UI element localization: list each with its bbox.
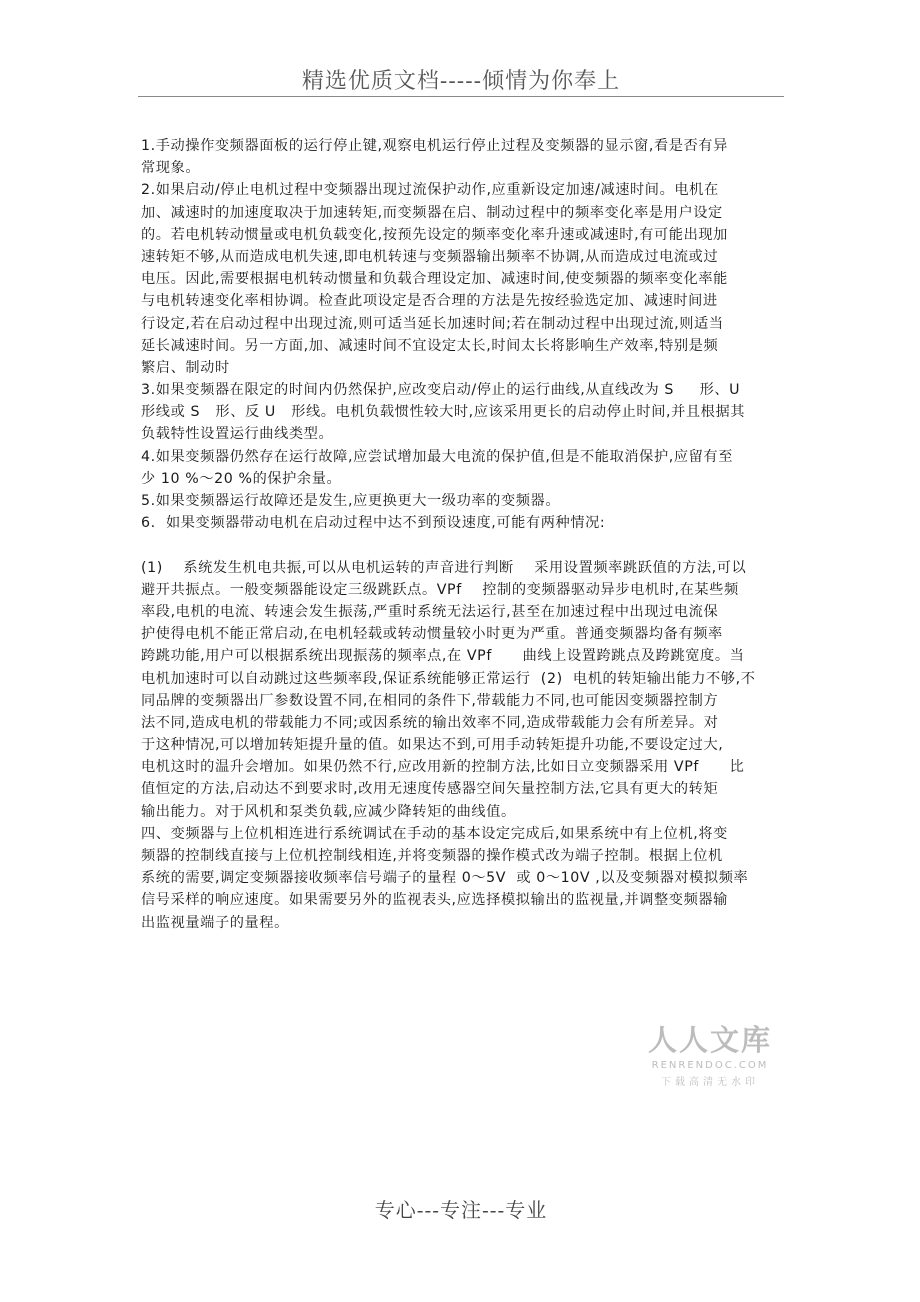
- text-line: 电压。因此,需要根据电机转动惯量和负载合理设定加、减速时间,使变频器的频率变化率能: [141, 271, 728, 288]
- text-line: 4.如果变频器仍然存在运行故障,应尝试增加最大电流的保护值,但是不能取消保护,应留有至: [141, 448, 733, 465]
- text-line: 行设定,若在启动过程中出现过流,则可适当延长加速时间;若在制动过程中出现过流,则适当: [141, 315, 724, 332]
- text-line: [141, 534, 786, 556]
- text-line: 5.如果变频器运行故障还是发生,应更换更大一级功率的变频器。: [141, 493, 561, 509]
- watermark-logo: [640, 1018, 780, 1088]
- text-line: 电机这时的温升会增加。如果仍然不行,应改用新的控制方法,比如日立变频器采用 VPf 比: [141, 759, 745, 776]
- watermark-url: RENRENDOC.COM: [651, 1060, 769, 1071]
- text-line: 3.如果变频器在限定的时间内仍然保护,应改变启动/停止的运行曲线,从直线改为 S 形、U: [141, 382, 741, 399]
- text-line: 速转矩不够,从而造成电机失速,即电机转速与变频器输出频率不协调,从而造成过电流或过: [141, 248, 719, 265]
- header-divider: [138, 96, 784, 97]
- text-line: 法不同,造成电机的带载能力不同;或因系统的输出效率不同,造成带载能力会有所差异。对: [141, 714, 719, 731]
- text-line: 常现象。: [141, 160, 201, 177]
- text-line: 同品牌的变频器出厂参数设置不同,在相同的条件下,带载能力不同,也可能因变频器控制方: [141, 692, 719, 709]
- text-line: 2.如果启动/停止电机过程中变频器出现过流保护动作,应重新设定加速/减速时间。电机在: [141, 182, 719, 199]
- watermark-title: 人人文库: [647, 1023, 772, 1057]
- text-line: 护使得电机不能正常启动,在电机轻载或转动惯量较小时更为严重。普通变频器均备有频率: [141, 626, 723, 643]
- text-line: 形线或 S 形、反 U 形线。电机负载惯性较大时,应该采用更长的启动停止时间,并且根据其: [141, 404, 746, 421]
- text-line: 避开共振点。一般变频器能设定三级跳跃点。VPf 控制的变频器驱动异步电机时,在某些频: [141, 581, 739, 598]
- page-header: 精选优质文档-----倾情为你奉上: [301, 69, 621, 94]
- text-line: 加、减速时的加速度取决于加速转矩,而变频器在启、制动过程中的频率变化率是用户设定: [141, 204, 723, 221]
- watermark-subtitle: 下载高清无水印: [661, 1077, 759, 1088]
- text-line: 延长减速时间。另一方面,加、减速时间不宜设定太长,时间太长将影响生产效率,特别是频: [141, 337, 719, 354]
- text-line: 信号采样的响应速度。如果需要另外的监视表头,应选择模拟输出的监视量,并调整变频器输: [141, 892, 728, 909]
- text-line: 与电机转速变化率相协调。检查此项设定是否合理的方法是先按经验选定加、减速时间进: [141, 293, 718, 310]
- text-line: 输出能力。对于风机和泵类负载,应减少降转矩的曲线值。: [141, 803, 516, 820]
- text-line: 率段,电机的电流、转速会发生振荡,严重时系统无法运行,甚至在加速过程中出现过电流保: [141, 603, 719, 620]
- text-line: 电机加速时可以自动跳过这些频率段,保证系统能够正常运行 (2) 电机的转矩输出能力不够,不: [141, 670, 756, 687]
- text-line: 6. 如果变频器带动电机在启动过程中达不到预设速度,可能有两种情况:: [141, 515, 606, 532]
- text-line: 系统的需要,调定变频器接收频率信号端子的量程 0～5V 或 0～10V ,以及变频器对模拟频率: [141, 870, 749, 887]
- text-line: 四、变频器与上位机相连进行系统调试在手动的基本设定完成后,如果系统中有上位机,将变: [141, 825, 728, 842]
- text-line: 的。若电机转动惯量或电机负载变化,按预先设定的频率变化率升速或减速时,有可能出现加: [141, 226, 728, 243]
- text-line: 出监视量端子的量程。: [141, 914, 289, 931]
- text-line: 繁启、制动时: [141, 359, 230, 376]
- text-line: 负载特性设置运行曲线类型。: [141, 426, 334, 443]
- document-body: [141, 135, 786, 934]
- text-line: 跨跳功能,用户可以根据系统出现振荡的频率点,在 VPf 曲线上设置跨跳点及跨跳宽度。当: [141, 648, 745, 665]
- text-line: 频器的控制线直接与上位机控制线相连,并将变频器的操作模式改为端子控制。根据上位机: [141, 848, 723, 864]
- page-footer: 专心---专注---专业: [374, 1198, 548, 1222]
- text-line: 1.手动操作变频器面板的运行停止键,观察电机运行停止过程及变频器的显示窗,看是否有异: [141, 138, 728, 154]
- text-line: (1) 系统发生机电共振,可以从电机运转的声音进行判断 采用设置频率跳跃值的方法,可以: [141, 559, 747, 576]
- text-line: 少 10 %～20 %的保护余量。: [141, 470, 342, 487]
- text-line: 值恒定的方法,启动达不到要求时,改用无速度传感器空间矢量控制方法,它具有更大的转矩: [141, 781, 719, 798]
- text-line: 于这种情况,可以增加转矩提升量的值。如果达不到,可用手动转矩提升功能,不要设定过大,: [141, 737, 724, 754]
